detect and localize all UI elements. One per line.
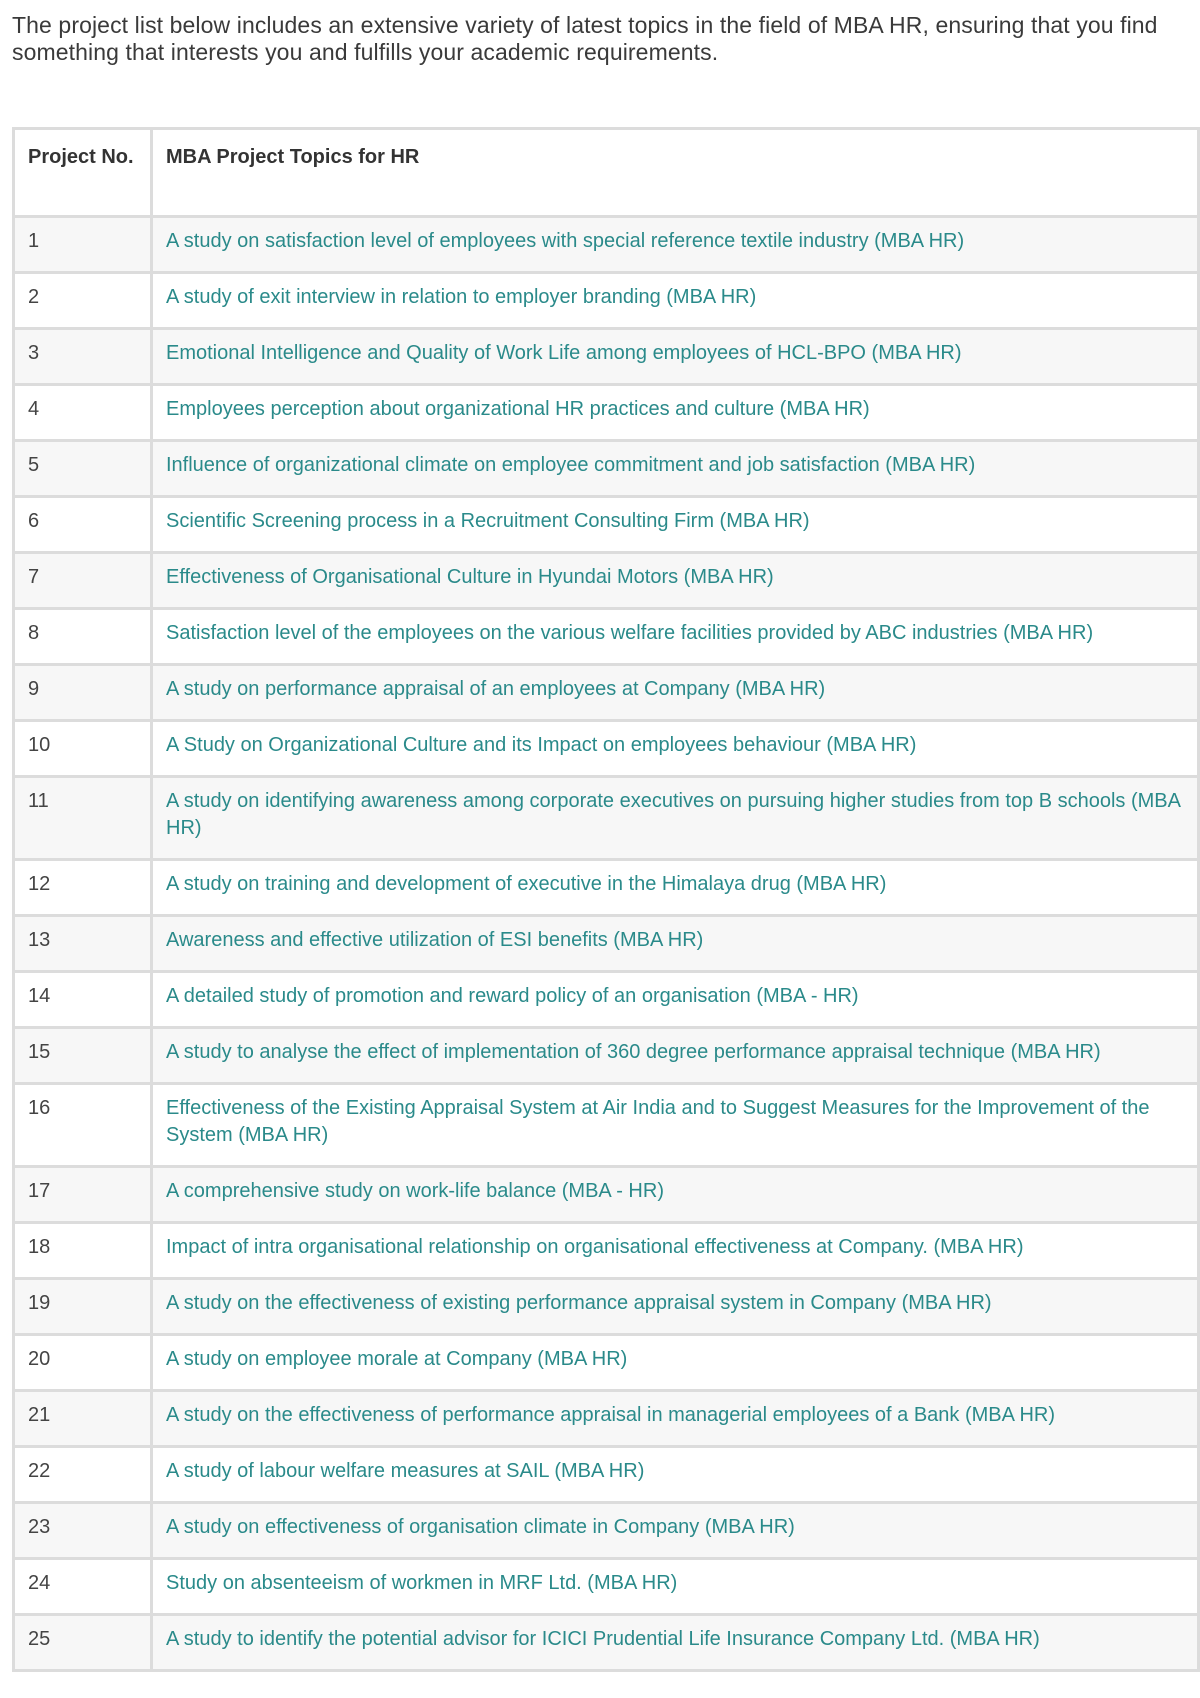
project-topic-link[interactable]: A study of labour welfare measures at SAIL (MBA HR) (166, 1460, 645, 1482)
project-topic-cell (152, 1503, 1199, 1559)
project-topic-cell (152, 1559, 1199, 1615)
table-row (14, 777, 1199, 860)
project-number: 25 (14, 1615, 152, 1671)
table-row (14, 1279, 1199, 1335)
table-row (14, 497, 1199, 553)
project-topic-link[interactable]: Emotional Intelligence and Quality of Work Life among employees of HCL-BPO (MBA HR) (166, 342, 962, 364)
project-number: 19 (14, 1279, 152, 1335)
project-topic-cell (152, 1279, 1199, 1335)
project-topic-link[interactable]: Employees perception about organizational HR practices and culture (MBA HR) (166, 398, 870, 420)
project-topic-cell (152, 972, 1199, 1028)
project-number: 23 (14, 1503, 152, 1559)
table-row (14, 553, 1199, 609)
header-topics: MBA Project Topics for HR (152, 129, 1199, 217)
project-number: 3 (14, 329, 152, 385)
project-number: 6 (14, 497, 152, 553)
project-topic-cell (152, 1028, 1199, 1084)
project-topic-cell (152, 1335, 1199, 1391)
project-topic-cell (152, 916, 1199, 972)
project-number: 24 (14, 1559, 152, 1615)
project-topic-link[interactable]: Scientific Screening process in a Recruitment Consulting Firm (MBA HR) (166, 510, 810, 532)
project-topic-cell (152, 217, 1199, 273)
table-row (14, 329, 1199, 385)
project-number: 16 (14, 1084, 152, 1167)
project-topic-cell (152, 1615, 1199, 1671)
project-topic-cell (152, 329, 1199, 385)
intro-paragraph: The project list below includes an extensive variety of latest topics in the field of MBA HR, ensuring that you find something that interests you and fulfills your academic requirements. (12, 12, 1158, 65)
table-row (14, 665, 1199, 721)
project-topic-link[interactable]: A study to analyse the effect of implementation of 360 degree performance appraisal technique (MBA HR) (166, 1041, 1101, 1063)
table-row (14, 1223, 1199, 1279)
project-topic-link[interactable]: A detailed study of promotion and reward policy of an organisation (MBA - HR) (166, 985, 859, 1007)
project-topic-link[interactable]: A study on satisfaction level of employees with special reference textile industry (MBA HR) (166, 230, 965, 252)
project-topic-link[interactable]: A study on the effectiveness of performance appraisal in managerial employees of a Bank (MBA HR) (166, 1404, 1055, 1426)
project-topic-link[interactable]: Study on absenteeism of workmen in MRF Ltd. (MBA HR) (166, 1572, 678, 1594)
table-row (14, 385, 1199, 441)
project-topic-cell (152, 665, 1199, 721)
project-number: 12 (14, 860, 152, 916)
table-row (14, 217, 1199, 273)
table-row (14, 1503, 1199, 1559)
project-number: 13 (14, 916, 152, 972)
table-row (14, 1167, 1199, 1223)
project-topic-cell (152, 497, 1199, 553)
project-topic-link[interactable]: A study to identify the potential advisor for ICICI Prudential Life Insurance Company Ltd. (MBA HR) (166, 1628, 1040, 1650)
project-number: 22 (14, 1447, 152, 1503)
project-number: 8 (14, 609, 152, 665)
table-row (14, 1335, 1199, 1391)
project-number: 5 (14, 441, 152, 497)
project-number: 18 (14, 1223, 152, 1279)
table-row (14, 721, 1199, 777)
project-topics-table (12, 127, 1200, 1672)
project-number: 20 (14, 1335, 152, 1391)
project-topic-link[interactable]: A study on identifying awareness among corporate executives on pursuing higher studies from top B schools (MBA HR) (166, 790, 1180, 839)
header-project-no: Project No. (14, 129, 152, 217)
project-number: 4 (14, 385, 152, 441)
project-topic-cell (152, 441, 1199, 497)
table-row (14, 609, 1199, 665)
project-topic-cell (152, 860, 1199, 916)
project-topic-link[interactable]: A study on performance appraisal of an employees at Company (MBA HR) (166, 678, 826, 700)
project-topic-cell (152, 273, 1199, 329)
project-topic-link[interactable]: Effectiveness of Organisational Culture in Hyundai Motors (MBA HR) (166, 566, 774, 588)
project-topic-cell (152, 1447, 1199, 1503)
table-row (14, 441, 1199, 497)
project-topic-link[interactable]: A study on the effectiveness of existing performance appraisal system in Company (MBA HR) (166, 1292, 992, 1314)
table-header-row (14, 129, 1199, 217)
project-number: 1 (14, 217, 152, 273)
project-topic-link[interactable]: A study on employee morale at Company (MBA HR) (166, 1348, 628, 1370)
table-row (14, 1615, 1199, 1671)
table-row (14, 1084, 1199, 1167)
table-row (14, 1391, 1199, 1447)
project-topic-cell (152, 1223, 1199, 1279)
table-row (14, 1028, 1199, 1084)
project-topic-cell (152, 1391, 1199, 1447)
table-body (14, 217, 1199, 1671)
project-topic-cell (152, 1084, 1199, 1167)
project-topic-cell (152, 385, 1199, 441)
project-number: 15 (14, 1028, 152, 1084)
project-number: 21 (14, 1391, 152, 1447)
project-number: 2 (14, 273, 152, 329)
project-topic-cell (152, 721, 1199, 777)
project-topic-link[interactable]: Effectiveness of the Existing Appraisal System at Air India and to Suggest Measures for the Improvement of the System (MBA HR) (166, 1097, 1150, 1146)
project-topic-link[interactable]: A Study on Organizational Culture and its Impact on employees behaviour (MBA HR) (166, 734, 917, 756)
project-number: 7 (14, 553, 152, 609)
table-row (14, 273, 1199, 329)
table-row (14, 1447, 1199, 1503)
project-topic-cell (152, 609, 1199, 665)
project-topic-link[interactable]: A comprehensive study on work-life balance (MBA - HR) (166, 1180, 664, 1202)
project-topic-link[interactable]: A study on training and development of executive in the Himalaya drug (MBA HR) (166, 873, 887, 895)
project-topic-link[interactable]: A study on effectiveness of organisation climate in Company (MBA HR) (166, 1516, 795, 1538)
project-number: 9 (14, 665, 152, 721)
project-number: 17 (14, 1167, 152, 1223)
project-number: 14 (14, 972, 152, 1028)
project-number: 10 (14, 721, 152, 777)
project-topic-link[interactable]: Impact of intra organisational relationship on organisational effectiveness at Company. (MBA HR) (166, 1236, 1024, 1258)
project-topic-cell (152, 553, 1199, 609)
table-row (14, 1559, 1199, 1615)
project-topic-cell (152, 1167, 1199, 1223)
project-topic-link[interactable]: Satisfaction level of the employees on the various welfare facilities provided by ABC industries (MBA HR) (166, 622, 1094, 644)
project-topic-cell (152, 777, 1199, 860)
project-topic-link[interactable]: A study of exit interview in relation to employer branding (MBA HR) (166, 286, 757, 308)
project-topic-link[interactable]: Influence of organizational climate on employee commitment and job satisfaction (MBA HR) (166, 454, 976, 476)
project-topic-link[interactable]: Awareness and effective utilization of ESI benefits (MBA HR) (166, 929, 704, 951)
table-row (14, 860, 1199, 916)
table-row (14, 972, 1199, 1028)
project-number: 11 (14, 777, 152, 860)
table-row (14, 916, 1199, 972)
